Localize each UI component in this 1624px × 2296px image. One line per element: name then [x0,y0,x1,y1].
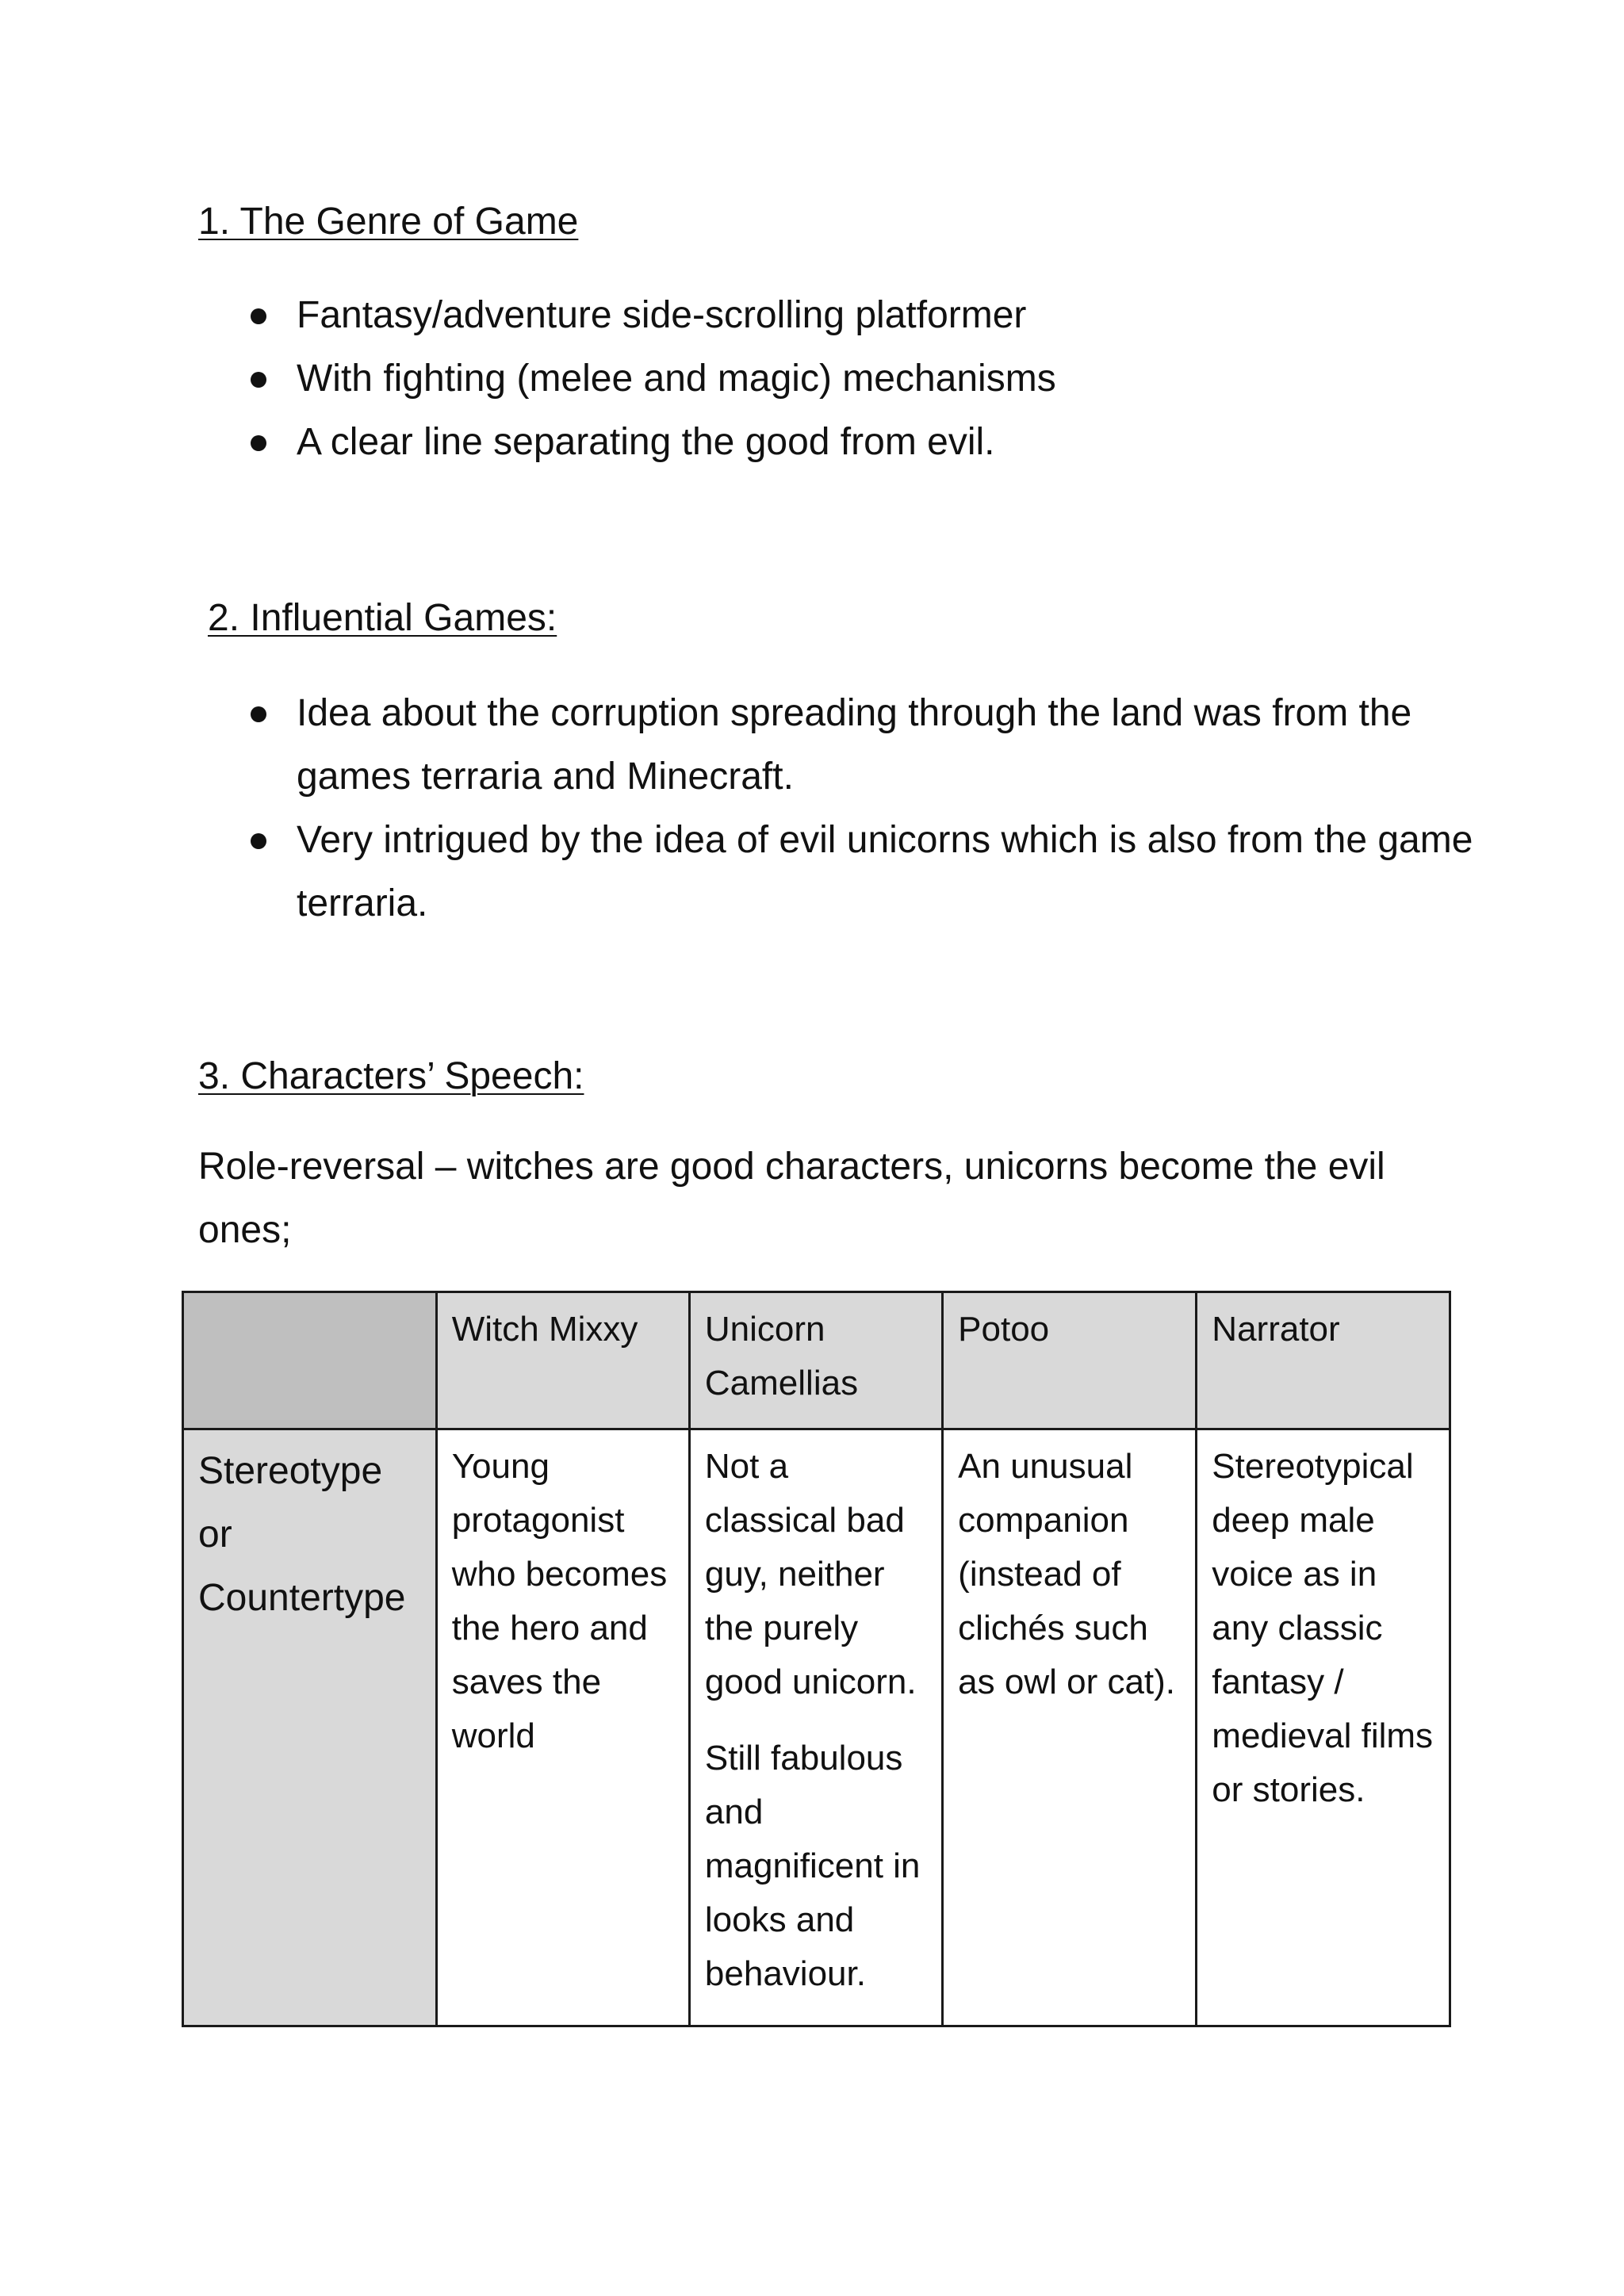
table-header-row [183,1292,1450,1429]
cell-text: An unusual companion (instead of clichés such as owl or cat). [958,1447,1176,1701]
influential-games-bullet-list [246,682,1475,936]
cell-text: Still fabulous and magnificent in looks and behaviour. [704,1739,921,1993]
table-cell-unicorn-camellias [689,1429,942,2026]
column-header-potoo: Potoo [943,1292,1197,1429]
cell-text: Stereotypical deep male voice as in any classic fantasy / medieval films or stories. [1212,1447,1434,1809]
table-row [183,1429,1450,2026]
section-heading-characters-speech: 3. Characters’ Speech: [198,1055,584,1097]
section-heading-genre: 1. The Genre of Game [198,201,579,243]
column-header-witch-mixxy: Witch Mixxy [436,1292,689,1429]
cell-text: Young protagonist who becomes the hero and saves the world [451,1447,668,1755]
column-header-narrator: Narrator [1197,1292,1450,1429]
list-item: Fantasy/adventure side-scrolling platformer [246,284,1056,347]
list-item: With fighting (melee and magic) mechanisms [246,347,1056,411]
genre-bullet-list [246,284,1056,474]
list-item: A clear line separating the good from evil. [246,411,1056,474]
list-item: Very intrigued by the idea of evil unicorns which is also from the game terraria. [246,809,1475,936]
table-cell-narrator [1197,1429,1450,2026]
section-heading-influential-games: 2. Influential Games: [208,597,557,639]
table-cell-witch-mixxy [436,1429,689,2026]
table-corner-cell [183,1292,437,1429]
table-cell-potoo [943,1429,1197,2026]
role-reversal-paragraph: Role-reversal – witches are good characters, unicorns become the evil ones; [198,1146,1385,1251]
column-header-unicorn-camellias: Unicorn Camellias [689,1292,942,1429]
cell-text: Not a classical bad guy, neither the purely good unicorn. [704,1447,917,1701]
characters-table [182,1291,1451,2027]
list-item: Idea about the corruption spreading through the land was from the games terraria and Minecraft. [246,682,1475,809]
row-header-stereotype: Stereotype or Countertype [183,1429,437,2026]
